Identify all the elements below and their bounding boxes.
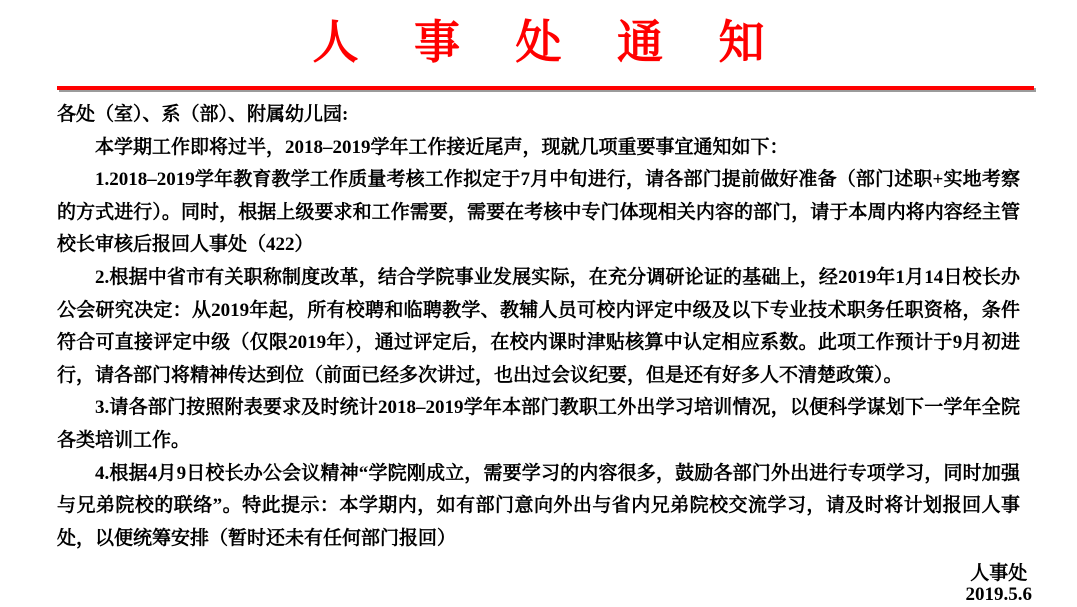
title-divider xyxy=(57,86,1034,90)
signature-date: 2019.5.6 xyxy=(965,584,1032,605)
salutation: 各处（室）、系（部）、附属幼儿园: xyxy=(57,104,349,125)
paragraph-item-1: 1.2018–2019学年教育教学工作质量考核工作拟定于7月中旬进行，请各部门提前做好准备（部门述职+实地考察的方式进行）。同时，根据上级要求和工作需要，需要在考核中专门体现相关内容的部门，请于本周内将内容经主管校长审核后报回人事处（422） xyxy=(57,169,1020,256)
signature-block xyxy=(966,563,1033,605)
notice-page xyxy=(0,12,1077,607)
signature-department: 人事处 xyxy=(970,563,1028,584)
notice-title: 人 事 处 通 知 xyxy=(312,17,787,68)
paragraph-item-3: 3.请各部门按照附表要求及时统计2018–2019学年本部门教职工外出学习培训情况，以便科学谋划下一学年全院各类培训工作。 xyxy=(57,397,1020,451)
paragraph-item-4: 4.根据4月9日校长办公会议精神“学院刚成立，需要学习的内容很多，鼓励各部门外出进行专项学习，同时加强与兄弟院校的联络”。特此提示：本学期内，如有部门意向外出与省内兄弟院校交流学习，请及时将计划报回人事处，以便统筹安排（暂时还未有任何部门报回） xyxy=(57,462,1020,549)
notice-body xyxy=(57,99,1020,555)
paragraph-item-2: 2.根据中省市有关职称制度改革，结合学院事业发展实际，在充分调研论证的基础上，经2019年1月14日校长办公会研究决定：从2019年起，所有校聘和临聘教学、教辅人员可校内评定中级及以下专业技术职务任职资格，条件符合可直接评定中级（仅限2019年），通过评定后，在校内课时津贴核算中认定相应系数。此项工作预计于9月初进行，请各部门将精神传达到位（前面已经多次讲过，也出过会议纪要，但是还有好多人不清楚政策）。 xyxy=(57,266,1020,386)
paragraph-intro: 本学期工作即将过半，2018–2019学年工作接近尾声，现就几项重要事宜通知如下： xyxy=(95,136,789,158)
